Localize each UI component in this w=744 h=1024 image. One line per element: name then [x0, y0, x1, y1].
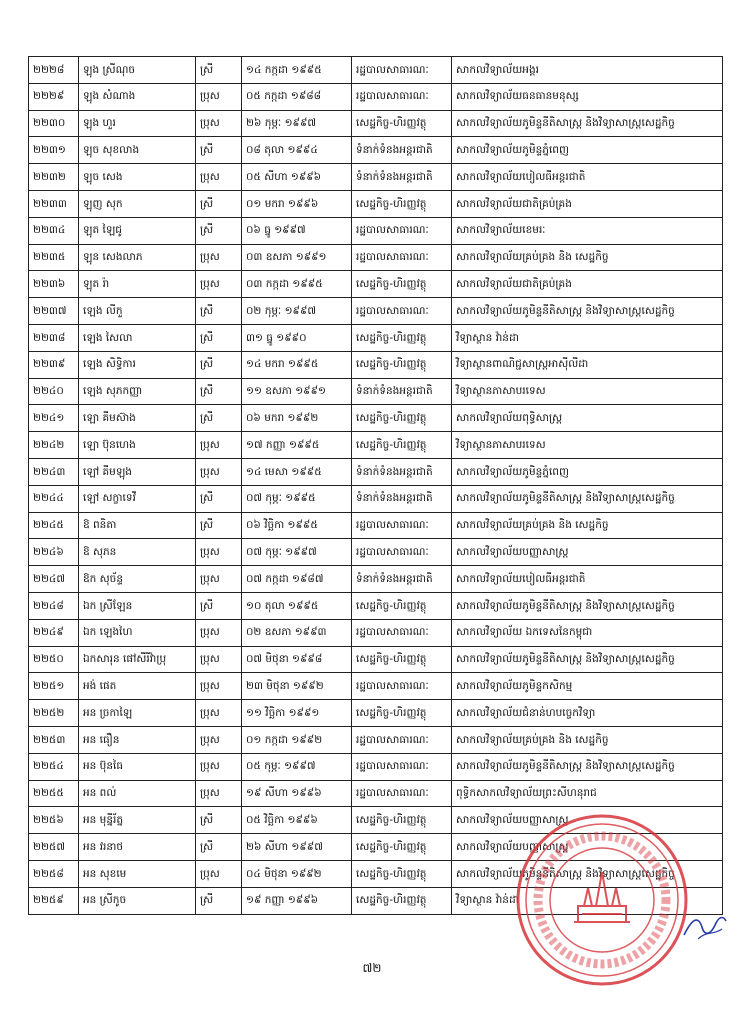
gender-cell: ប្រុស [196, 860, 242, 887]
record-number-cell: ២២៤៥ [29, 512, 79, 539]
record-number-cell: ២២៥៦ [29, 807, 79, 834]
student-name-cell: ឡោ ប៊ុនហេង [79, 432, 196, 459]
table-row [29, 566, 723, 593]
major-field-cell: សេដ្ឋកិច្ច-ហិរញ្ញវត្ថុ [352, 271, 452, 298]
record-number-cell: ២២៣១ [29, 137, 79, 164]
student-name-cell: អន ធឿន [79, 726, 196, 753]
institution-cell: វិទ្យាស្ថាន វ៉ាន់ដា [452, 887, 723, 914]
gender-cell: ប្រុស [196, 780, 242, 807]
institution-cell: សាកលវិទ្យាល័យខេមរៈ [452, 217, 723, 244]
institution-cell: សាកលវិទ្យាល័យភូមិន្ទនីតិសាស្ត្រ និងវិទ្យាសាស្ត្រសេដ្ឋកិច្ច [452, 110, 723, 137]
record-number-cell: ២២៥៧ [29, 834, 79, 861]
major-field-cell: ទំនាក់ទំនងអន្តរជាតិ [352, 378, 452, 405]
institution-cell: សាកលវិទ្យាល័យ ឯកទេសនៃកម្ពុជា [452, 619, 723, 646]
major-field-cell: សេដ្ឋកិច្ច-ហិរញ្ញវត្ថុ [352, 351, 452, 378]
institution-cell: សាកលវិទ្យាល័យអង្គរ [452, 57, 723, 84]
page-number: ៧២ [362, 961, 382, 975]
gender-cell: ប្រុស [196, 244, 242, 271]
record-number-cell: ២២៣៨ [29, 324, 79, 351]
institution-cell: សាកលវិទ្យាល័យគ្រប់គ្រង និង សេដ្ឋកិច្ច [452, 726, 723, 753]
gender-cell: ប្រុស [196, 271, 242, 298]
gender-cell: ស្រី [196, 887, 242, 914]
student-name-cell: អន ពល់ [79, 780, 196, 807]
student-name-cell: ឡេង លីកួ [79, 298, 196, 325]
table-row [29, 753, 723, 780]
date-of-birth-cell: ១៤ មេសា ១៩៩៥ [242, 458, 352, 485]
major-field-cell: សេដ្ឋកិច្ច-ហិរញ្ញវត្ថុ [352, 405, 452, 432]
record-number-cell: ២២២៩ [29, 83, 79, 110]
gender-cell: ប្រុស [196, 566, 242, 593]
record-number-cell: ២២៤៤ [29, 485, 79, 512]
major-field-cell: រដ្ឋបាលសាធារណៈ [352, 244, 452, 271]
institution-cell: សាកលវិទ្យាល័យបៀលធីអន្តរជាតិ [452, 164, 723, 191]
institution-cell: សាកលវិទ្យាល័យគ្រប់គ្រង និង សេដ្ឋកិច្ច [452, 512, 723, 539]
institution-cell: សាកលវិទ្យាល័យភូមិន្ទនីតិសាស្ត្រ និងវិទ្យាសាស្ត្រសេដ្ឋកិច្ច [452, 753, 723, 780]
institution-cell: សាកលវិទ្យាល័យជាតិគ្រប់គ្រង [452, 190, 723, 217]
record-number-cell: ២២៥៩ [29, 887, 79, 914]
date-of-birth-cell: ០៣ កក្កដា ១៩៩៥ [242, 271, 352, 298]
gender-cell: ស្រី [196, 512, 242, 539]
gender-cell: ប្រុស [196, 539, 242, 566]
table-row [29, 485, 723, 512]
record-number-cell: ២២៥០ [29, 646, 79, 673]
table-row [29, 726, 723, 753]
student-name-cell: ឯក ស្រីឡែន [79, 592, 196, 619]
institution-cell: វិទ្យាស្ថានភាសាបរទេស [452, 432, 723, 459]
gender-cell: ប្រុស [196, 83, 242, 110]
record-number-cell: ២២៣៤ [29, 217, 79, 244]
student-name-cell: អង់ ផេត [79, 673, 196, 700]
record-number-cell: ២២៥១ [29, 673, 79, 700]
table-row [29, 780, 723, 807]
major-field-cell: សេដ្ឋកិច្ច-ហិរញ្ញវត្ថុ [352, 110, 452, 137]
record-number-cell: ២២៥៣ [29, 726, 79, 753]
official-seal-stamp [512, 810, 692, 990]
table-row [29, 512, 723, 539]
student-name-cell: អន ច្រកាឡៃ [79, 700, 196, 727]
table-row [29, 110, 723, 137]
date-of-birth-cell: ៣១ ធ្នូ ១៩៩០ [242, 324, 352, 351]
date-of-birth-cell: ០៣ ឧសភា ១៩៩១ [242, 244, 352, 271]
date-of-birth-cell: ១៤ មករា ១៩៩៥ [242, 351, 352, 378]
student-name-cell: ឡុង ស្រីណុច [79, 57, 196, 84]
student-name-cell: ឡុត ឡៃជូ [79, 217, 196, 244]
gender-cell: ស្រី [196, 298, 242, 325]
institution-cell: សាកលវិទ្យាល័យបញ្ញាសាស្ត្រ [452, 539, 723, 566]
table-row [29, 432, 723, 459]
major-field-cell: រដ្ឋបាលសាធារណៈ [352, 619, 452, 646]
major-field-cell: សេដ្ឋកិច្ច-ហិរញ្ញវត្ថុ [352, 592, 452, 619]
record-number-cell: ២២៤២ [29, 432, 79, 459]
date-of-birth-cell: ០៧ កុម្ភៈ ១៩៩៥ [242, 485, 352, 512]
date-of-birth-cell: ០១ មករា ១៩៩៦ [242, 190, 352, 217]
gender-cell: ស្រី [196, 592, 242, 619]
major-field-cell: សេដ្ឋកិច្ច-ហិរញ្ញវត្ថុ [352, 807, 452, 834]
institution-cell: សាកលវិទ្យាល័យបញ្ញាសាស្ត្រ [452, 834, 723, 861]
major-field-cell: សេដ្ឋកិច្ច-ហិរញ្ញវត្ថុ [352, 700, 452, 727]
gender-cell: ប្រុស [196, 110, 242, 137]
major-field-cell: សេដ្ឋកិច្ច-ហិរញ្ញវត្ថុ [352, 887, 452, 914]
record-number-cell: ២២៥៥ [29, 780, 79, 807]
table-row [29, 57, 723, 84]
gender-cell: ប្រុស [196, 432, 242, 459]
date-of-birth-cell: ០៨ តុលា ១៩៩៤ [242, 137, 352, 164]
major-field-cell: សេដ្ឋកិច្ច-ហិរញ្ញវត្ថុ [352, 324, 452, 351]
student-name-cell: អន ស្រីកូច [79, 887, 196, 914]
date-of-birth-cell: ០២ កុម្ភៈ ១៩៩៧ [242, 298, 352, 325]
student-name-cell: ឡេង សៃលា [79, 324, 196, 351]
record-number-cell: ២២៣២ [29, 164, 79, 191]
institution-cell: សាកលវិទ្យាល័យបញ្ញាសាស្ត្រ [452, 807, 723, 834]
record-number-cell: ២២៤៧ [29, 566, 79, 593]
institution-cell: សាកលវិទ្យាល័យភូមិន្ទភ្នំពេញ [452, 137, 723, 164]
institution-cell: សាកលវិទ្យាល័យភូមិន្ទភ្នំពេញ [452, 458, 723, 485]
date-of-birth-cell: ១៩ កញ្ញា ១៩៩៦ [242, 887, 352, 914]
date-of-birth-cell: ០៧ កុម្ភៈ ១៩៩៧ [242, 539, 352, 566]
record-number-cell: ២២៥៤ [29, 753, 79, 780]
table-row [29, 458, 723, 485]
record-number-cell: ២២៤៩ [29, 619, 79, 646]
signature-mark [680, 905, 730, 945]
gender-cell: ប្រុស [196, 619, 242, 646]
student-name-cell: ឡុច សុខលាង [79, 137, 196, 164]
table-row [29, 405, 723, 432]
table-row [29, 217, 723, 244]
institution-cell: សាកលវិទ្យាល័យពុទ្ធិសាស្ត្រ [452, 405, 723, 432]
student-name-cell: ឡុច សេង [79, 164, 196, 191]
record-number-cell: ២២៤១ [29, 405, 79, 432]
table-row [29, 539, 723, 566]
student-name-cell: ឡុន សេងលាភ [79, 244, 196, 271]
table-row [29, 137, 723, 164]
major-field-cell: សេដ្ឋកិច្ច-ហិរញ្ញវត្ថុ [352, 646, 452, 673]
record-number-cell: ២២៤០ [29, 378, 79, 405]
institution-cell: វិទ្យាស្ថានពាណិជ្ជសាស្ត្រអាស៊ីលីដា [452, 351, 723, 378]
major-field-cell: ទំនាក់ទំនងអន្តរជាតិ [352, 485, 452, 512]
gender-cell: ប្រុស [196, 164, 242, 191]
student-name-cell: ឱក សុច័ន្ទ [79, 566, 196, 593]
institution-cell: សាកលវិទ្យាល័យភូមិន្ទនីតិសាស្ត្រ និងវិទ្យាសាស្ត្រសេដ្ឋកិច្ច [452, 646, 723, 673]
gender-cell: ស្រី [196, 137, 242, 164]
gender-cell: ស្រី [196, 324, 242, 351]
major-field-cell: សេដ្ឋកិច្ច-ហិរញ្ញវត្ថុ [352, 860, 452, 887]
gender-cell: ប្រុស [196, 673, 242, 700]
date-of-birth-cell: ២៦ កុម្ភៈ ១៩៩៧ [242, 110, 352, 137]
gender-cell: ប្រុស [196, 753, 242, 780]
date-of-birth-cell: ០២ ឧសភា ១៩៩៣ [242, 619, 352, 646]
record-number-cell: ២២៣០ [29, 110, 79, 137]
major-field-cell: រដ្ឋបាលសាធារណៈ [352, 217, 452, 244]
record-number-cell: ២២៥២ [29, 700, 79, 727]
major-field-cell: រដ្ឋបាលសាធារណៈ [352, 753, 452, 780]
date-of-birth-cell: ០៧ មិថុនា ១៩៩៨ [242, 646, 352, 673]
table-row [29, 673, 723, 700]
date-of-birth-cell: ១០ តុលា ១៩៩៥ [242, 592, 352, 619]
gender-cell: ស្រី [196, 807, 242, 834]
institution-cell: សាកលវិទ្យាល័យធនធានមនុស្ស [452, 83, 723, 110]
major-field-cell: រដ្ឋបាលសាធារណៈ [352, 512, 452, 539]
gender-cell: ស្រី [196, 405, 242, 432]
table-row [29, 351, 723, 378]
table-row [29, 646, 723, 673]
date-of-birth-cell: ០៥ កុម្ភៈ ១៩៩៧ [242, 753, 352, 780]
institution-cell: វិទ្យាស្ថាន វ៉ាន់ដា [452, 324, 723, 351]
gender-cell: ប្រុស [196, 458, 242, 485]
student-name-cell: ឱ សុភន [79, 539, 196, 566]
record-number-cell: ២២៣៩ [29, 351, 79, 378]
institution-cell: សាកលវិទ្យាល័យភូមិន្ទនីតិសាស្ត្រ និងវិទ្យាសាស្ត្រសេដ្ឋកិច្ច [452, 592, 723, 619]
record-number-cell: ២២៣៣ [29, 190, 79, 217]
record-number-cell: ២២៣៥ [29, 244, 79, 271]
table-row [29, 244, 723, 271]
record-number-cell: ២២២៨ [29, 57, 79, 84]
date-of-birth-cell: ០៧ កក្កដា ១៩៨៧ [242, 566, 352, 593]
student-name-cell: ឡេង សុភកញ្ញា [79, 378, 196, 405]
major-field-cell: រដ្ឋបាលសាធារណៈ [352, 673, 452, 700]
student-name-cell: ឡៅ គីមឡុង [79, 458, 196, 485]
date-of-birth-cell: ០៤ មិថុនា ១៩៩២ [242, 860, 352, 887]
table-row [29, 271, 723, 298]
record-number-cell: ២២៤៦ [29, 539, 79, 566]
institution-cell: សាកលវិទ្យាល័យភូមិន្ទនីតិសាស្ត្រ និងវិទ្យាសាស្ត្រសេដ្ឋកិច្ច [452, 860, 723, 887]
student-name-cell: អន មុន្នីរ័ត្ន [79, 807, 196, 834]
record-number-cell: ២២៥៨ [29, 860, 79, 887]
date-of-birth-cell: ០៦ ធ្នូ ១៩៩៧ [242, 217, 352, 244]
student-name-cell: អន ប៊ុនធៃ [79, 753, 196, 780]
record-number-cell: ២២៤៣ [29, 458, 79, 485]
gender-cell: ស្រី [196, 57, 242, 84]
major-field-cell: ទំនាក់ទំនងអន្តរជាតិ [352, 458, 452, 485]
major-field-cell: សេដ្ឋកិច្ច-ហិរញ្ញវត្ថុ [352, 834, 452, 861]
gender-cell: ស្រី [196, 217, 242, 244]
gender-cell: ស្រី [196, 351, 242, 378]
major-field-cell: រដ្ឋបាលសាធារណៈ [352, 780, 452, 807]
table-row [29, 164, 723, 191]
institution-cell: ពុទ្ធិកសាកលវិទ្យាល័យព្រះសីហនុរាជ [452, 780, 723, 807]
table-row [29, 298, 723, 325]
table-row [29, 83, 723, 110]
record-number-cell: ២២៤៨ [29, 592, 79, 619]
institution-cell: សាកលវិទ្យាល័យជំនាន់ហបច្ចេកវិទ្យា [452, 700, 723, 727]
date-of-birth-cell: ២៣ មិថុនា ១៩៩២ [242, 673, 352, 700]
institution-cell: វិទ្យាស្ថានភាសាបរទេស [452, 378, 723, 405]
gender-cell: ស្រី [196, 834, 242, 861]
institution-cell: សាកលវិទ្យាល័យជាតិគ្រប់គ្រង [452, 271, 723, 298]
date-of-birth-cell: ១១ វិច្ឆិកា ១៩៩១ [242, 700, 352, 727]
date-of-birth-cell: ០៦ វិច្ឆិកា ១៩៩៥ [242, 512, 352, 539]
major-field-cell: សេដ្ឋកិច្ច-ហិរញ្ញវត្ថុ [352, 190, 452, 217]
major-field-cell: សេដ្ឋកិច្ច-ហិរញ្ញវត្ថុ [352, 432, 452, 459]
record-number-cell: ២២៣៧ [29, 298, 79, 325]
major-field-cell: ទំនាក់ទំនងអន្តរជាតិ [352, 164, 452, 191]
major-field-cell: ទំនាក់ទំនងអន្តរជាតិ [352, 566, 452, 593]
table-row [29, 378, 723, 405]
date-of-birth-cell: ១៩ សីហា ១៩៩៦ [242, 780, 352, 807]
gender-cell: ស្រី [196, 190, 242, 217]
student-name-cell: ឡុញ សុក [79, 190, 196, 217]
major-field-cell: រដ្ឋបាលសាធារណៈ [352, 539, 452, 566]
date-of-birth-cell: ១១ ឧសភា ១៩៩១ [242, 378, 352, 405]
student-name-cell: ឡោ គីមស៊ាង [79, 405, 196, 432]
institution-cell: សាកលវិទ្យាល័យភូមិន្ទនីតិសាស្ត្រ និងវិទ្យាសាស្ត្រសេដ្ឋកិច្ច [452, 485, 723, 512]
date-of-birth-cell: ០៦ មករា ១៩៩២ [242, 405, 352, 432]
date-of-birth-cell: ២៦ សីហា ១៩៩៧ [242, 834, 352, 861]
institution-cell: សាកលវិទ្យាល័យភូមិន្ទកសិកម្ម [452, 673, 723, 700]
gender-cell: ប្រុស [196, 700, 242, 727]
major-field-cell: រដ្ឋបាលសាធារណៈ [352, 83, 452, 110]
gender-cell: ស្រី [196, 378, 242, 405]
roster-table [28, 56, 723, 915]
student-name-cell: ឡុង ហួរ [79, 110, 196, 137]
student-name-cell: អន សុខមេ [79, 860, 196, 887]
date-of-birth-cell: ១៤ កក្កដា ១៩៩៥ [242, 57, 352, 84]
gender-cell: ប្រុស [196, 646, 242, 673]
major-field-cell: ទំនាក់ទំនងអន្តរជាតិ [352, 137, 452, 164]
gender-cell: ប្រុស [196, 726, 242, 753]
student-name-cell: ឯក ឡេងហៃ [79, 619, 196, 646]
student-name-cell: ឱ ពនិតា [79, 512, 196, 539]
table-row [29, 324, 723, 351]
date-of-birth-cell: ០៥ វិច្ឆិកា ១៩៩៦ [242, 807, 352, 834]
table-row [29, 190, 723, 217]
student-name-cell: ឡេង សិទ្ធិការ [79, 351, 196, 378]
institution-cell: សាកលវិទ្យាល័យភូមិន្ទនីតិសាស្ត្រ និងវិទ្យាសាស្ត្រសេដ្ឋកិច្ច [452, 298, 723, 325]
institution-cell: សាកលវិទ្យាល័យគ្រប់គ្រង និង សេដ្ឋកិច្ច [452, 244, 723, 271]
table-row [29, 700, 723, 727]
date-of-birth-cell: ០៥ សីហា ១៩៩៦ [242, 164, 352, 191]
date-of-birth-cell: ០៥ កក្កដា ១៩៨៨ [242, 83, 352, 110]
major-field-cell: រដ្ឋបាលសាធារណៈ [352, 726, 452, 753]
student-name-cell: ឡុត រ៉ា [79, 271, 196, 298]
roster-body [29, 57, 723, 915]
major-field-cell: រដ្ឋបាលសាធារណៈ [352, 298, 452, 325]
student-name-cell: ឡុង សំណាង [79, 83, 196, 110]
table-row [29, 592, 723, 619]
date-of-birth-cell: ០១ កក្កដា ១៩៩២ [242, 726, 352, 753]
table-row [29, 619, 723, 646]
record-number-cell: ២២៣៦ [29, 271, 79, 298]
student-name-cell: ឡៅ សក្ខាទេវី [79, 485, 196, 512]
date-of-birth-cell: ១៧ កញ្ញា ១៩៩៥ [242, 432, 352, 459]
student-name-cell: ឯកសារុន ផៅសីរីវ៉ាប្រុ [79, 646, 196, 673]
major-field-cell: រដ្ឋបាលសាធារណៈ [352, 57, 452, 84]
institution-cell: សាកលវិទ្យាល័យបៀលធីអន្តរជាតិ [452, 566, 723, 593]
student-name-cell: អន វរនាថ [79, 834, 196, 861]
gender-cell: ស្រី [196, 485, 242, 512]
